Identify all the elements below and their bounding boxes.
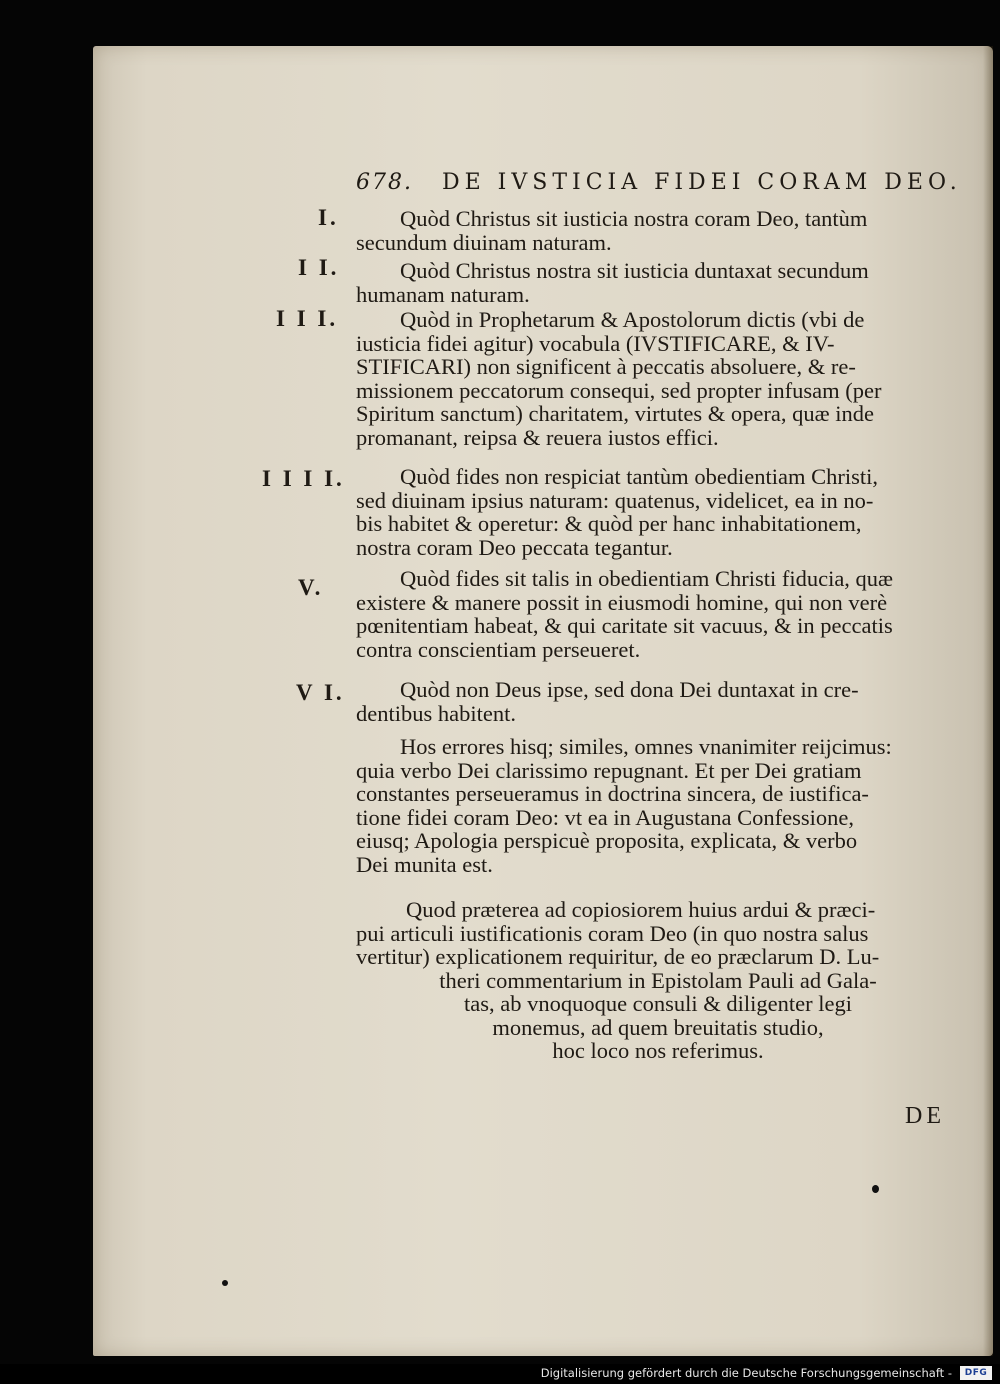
catchword: DE bbox=[905, 1103, 945, 1129]
article-text: Quòd fides sit talis in obedientiam Christi fiducia, quæ existere & manere possit in eiusmodi homine, qui non verè pœnitentiam habeat, & qui caritate sit vacuus, & in peccatis contra conscientiam perseueret. bbox=[356, 566, 894, 662]
article-numeral: I. bbox=[318, 205, 339, 230]
article-numeral: V. bbox=[298, 575, 324, 600]
conclusion-paragraph: Hos errores hisq; similes, omnes vnanimiter reijcimus: quia verbo Dei clarissimo repugnant. Et per Dei gratiam constantes perseueramus in doctrina sincera, de iustifica- tione fidei coram Deo: vt ea in Augustana Confessione, eiusq; Apologia perspicuè proposita, explicata, & verbo Dei munita est. bbox=[356, 734, 892, 877]
footer-credit: Digitalisierung gefördert durch die Deutsche Forschungsgemeinschaft - bbox=[540, 1366, 952, 1380]
ink-spot bbox=[872, 1185, 879, 1193]
footer-bar bbox=[0, 1364, 1000, 1384]
article-text: Quòd in Prophetarum & Apostolorum dictis (vbi de iusticia fidei agitur) vocabula (IVSTIFICARE, & IV- STIFICARI) non significent à peccatis absoluere, & re- missionem peccatorum consequi, sed propter infusam (per Spiritum sanctum) charitatem, virtutes & opera, quæ inde promanant, reipsa & reuera iustos effici. bbox=[356, 307, 882, 450]
article-text: Quòd non Deus ipse, sed dona Dei duntaxat in cre- dentibus habitent. bbox=[356, 677, 859, 726]
running-title: DE IVSTICIA FIDEI CORAM DEO. bbox=[441, 170, 962, 195]
final-paragraph: Quod præterea ad copiosiorem huius ardui & præci- pui articuli iustificationis coram Deo (in quo nostra salus vertitur) explicationem requiritur, de eo præclarum D. Lu- theri commentarium in Epistolam Pauli ad Gala- tas, ab vnoquoque consuli & diligenter legi monemus, ad quem breuitatis studio, hoc loco nos referimus. bbox=[356, 897, 880, 1063]
ink-spot bbox=[222, 1280, 228, 1286]
article-numeral: I I I. bbox=[276, 306, 339, 331]
article-text: Quòd Christus sit iusticia nostra coram Deo, tantùm secundum diuinam naturam. bbox=[356, 206, 868, 255]
article-numeral: I I. bbox=[298, 255, 340, 280]
running-head bbox=[356, 170, 962, 195]
article-numeral: V I. bbox=[296, 680, 345, 705]
article-text: Quòd Christus nostra sit iusticia duntaxat secundum humanam naturam. bbox=[356, 258, 869, 307]
page-number: 678. bbox=[356, 170, 413, 195]
dfg-logo: DFG bbox=[960, 1366, 992, 1380]
article-numeral: I I I I. bbox=[262, 466, 345, 491]
article-text: Quòd fides non respiciat tantùm obedientiam Christi, sed diuinam ipsius naturam: quatenus, videlicet, ea in no- bis habitet & operetur: & quòd per hanc inhabitationem, nostra coram Deo peccata tegantur. bbox=[356, 464, 879, 560]
